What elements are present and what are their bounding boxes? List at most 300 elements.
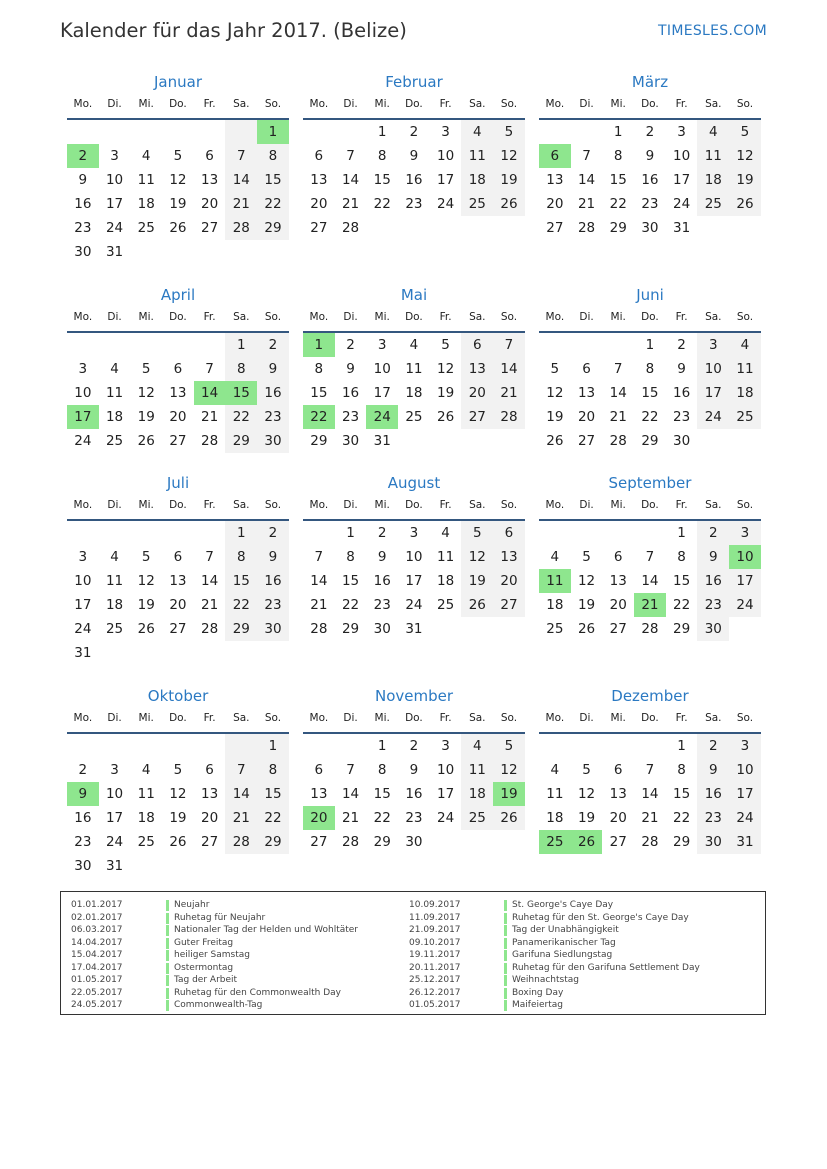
day-cell[interactable]: 29 [257, 830, 289, 854]
day-cell[interactable]: 2 [78, 762, 88, 778]
day-cell[interactable]: 11 [697, 144, 729, 168]
day-cell[interactable]: 3 [110, 148, 119, 164]
day-cell[interactable]: 5 [493, 734, 525, 758]
day-cell[interactable]: 5 [173, 762, 183, 778]
day-cell[interactable]: 4 [409, 337, 419, 353]
day-cell[interactable]: 22 [257, 806, 289, 830]
day-cell[interactable]: 13 [609, 573, 627, 589]
day-cell[interactable]: 5 [461, 521, 493, 545]
day-cell[interactable]: 4 [461, 734, 493, 758]
day-cell[interactable]: 14 [609, 385, 627, 401]
day-cell[interactable]: 13 [493, 545, 525, 569]
day-cell[interactable]: 16 [257, 569, 289, 593]
day-cell[interactable]: 18 [461, 168, 493, 192]
day-cell[interactable]: 22 [673, 810, 691, 826]
day-cell[interactable]: 6 [173, 361, 183, 377]
day-cell[interactable]: 23 [697, 806, 729, 830]
day-cell[interactable]: 4 [141, 762, 151, 778]
day-cell[interactable]: 6 [613, 549, 623, 565]
day-cell[interactable]: 27 [493, 593, 525, 617]
day-cell[interactable]: 24 [105, 834, 124, 850]
day-cell[interactable]: 26 [169, 834, 187, 850]
day-cell[interactable]: 29 [609, 220, 627, 236]
day-cell[interactable]: 27 [310, 834, 328, 850]
day-cell[interactable]: 2 [257, 521, 289, 545]
day-cell[interactable]: 17 [437, 786, 455, 802]
day-cell[interactable]: 25 [405, 409, 423, 425]
day-cell[interactable]: 19 [577, 597, 596, 613]
day-cell[interactable]: 20 [169, 409, 187, 425]
day-cell[interactable]: 1 [677, 738, 686, 754]
day-cell[interactable]: 30 [257, 617, 289, 641]
day-cell[interactable]: 6 [493, 521, 525, 545]
holiday-day-cell[interactable]: 25 [539, 830, 571, 854]
day-cell[interactable]: 13 [201, 786, 219, 802]
day-cell[interactable]: 1 [645, 337, 655, 353]
day-cell[interactable]: 17 [373, 385, 391, 401]
day-cell[interactable]: 25 [729, 405, 761, 429]
day-cell[interactable]: 27 [201, 220, 219, 236]
day-cell[interactable]: 25 [137, 834, 155, 850]
day-cell[interactable]: 12 [169, 786, 187, 802]
day-cell[interactable]: 24 [437, 196, 455, 212]
day-cell[interactable]: 27 [546, 220, 564, 236]
holiday-day-cell[interactable]: 1 [257, 120, 289, 144]
holiday-day-cell[interactable]: 19 [493, 782, 525, 806]
day-cell[interactable]: 14 [577, 172, 596, 188]
holiday-day-cell[interactable]: 20 [303, 806, 335, 830]
day-cell[interactable]: 19 [493, 168, 525, 192]
day-cell[interactable]: 27 [609, 834, 627, 850]
day-cell[interactable]: 5 [141, 549, 151, 565]
day-cell[interactable]: 26 [493, 192, 525, 216]
day-cell[interactable]: 26 [137, 621, 155, 637]
day-cell[interactable]: 30 [74, 858, 92, 874]
day-cell[interactable]: 10 [105, 786, 124, 802]
day-cell[interactable]: 15 [641, 385, 659, 401]
day-cell[interactable]: 23 [74, 834, 92, 850]
day-cell[interactable]: 10 [405, 549, 423, 565]
day-cell[interactable]: 27 [609, 621, 627, 637]
day-cell[interactable]: 29 [310, 433, 328, 449]
day-cell[interactable]: 25 [437, 597, 455, 613]
day-cell[interactable]: 1 [225, 521, 257, 545]
day-cell[interactable]: 9 [697, 758, 729, 782]
day-cell[interactable]: 15 [373, 786, 391, 802]
day-cell[interactable]: 20 [609, 810, 627, 826]
day-cell[interactable]: 16 [341, 385, 360, 401]
day-cell[interactable]: 25 [697, 192, 729, 216]
day-cell[interactable]: 24 [697, 405, 729, 429]
day-cell[interactable]: 16 [405, 172, 423, 188]
day-cell[interactable]: 5 [729, 120, 761, 144]
day-cell[interactable]: 19 [577, 810, 596, 826]
day-cell[interactable]: 12 [577, 573, 596, 589]
day-cell[interactable]: 9 [677, 361, 686, 377]
day-cell[interactable]: 23 [405, 810, 423, 826]
holiday-day-cell[interactable]: 6 [539, 144, 571, 168]
day-cell[interactable]: 24 [74, 433, 92, 449]
day-cell[interactable]: 30 [373, 621, 391, 637]
day-cell[interactable]: 22 [609, 196, 627, 212]
day-cell[interactable]: 3 [78, 361, 88, 377]
day-cell[interactable]: 18 [546, 597, 564, 613]
day-cell[interactable]: 23 [641, 196, 659, 212]
day-cell[interactable]: 4 [441, 525, 450, 541]
day-cell[interactable]: 6 [205, 762, 214, 778]
day-cell[interactable]: 12 [729, 144, 761, 168]
day-cell[interactable]: 2 [409, 738, 419, 754]
day-cell[interactable]: 22 [225, 405, 257, 429]
day-cell[interactable]: 23 [673, 409, 691, 425]
day-cell[interactable]: 7 [346, 762, 355, 778]
day-cell[interactable]: 6 [314, 148, 324, 164]
day-cell[interactable]: 1 [677, 525, 686, 541]
holiday-day-cell[interactable]: 1 [303, 333, 335, 357]
day-cell[interactable]: 31 [105, 244, 124, 260]
day-cell[interactable]: 11 [405, 361, 423, 377]
day-cell[interactable]: 5 [493, 120, 525, 144]
day-cell[interactable]: 20 [461, 381, 493, 405]
day-cell[interactable]: 28 [225, 830, 257, 854]
day-cell[interactable]: 7 [205, 361, 214, 377]
day-cell[interactable]: 5 [550, 361, 560, 377]
day-cell[interactable]: 24 [729, 593, 761, 617]
day-cell[interactable]: 29 [641, 433, 659, 449]
holiday-day-cell[interactable]: 10 [729, 545, 761, 569]
day-cell[interactable]: 28 [641, 834, 659, 850]
day-cell[interactable]: 13 [461, 357, 493, 381]
day-cell[interactable]: 27 [169, 621, 187, 637]
day-cell[interactable]: 9 [645, 148, 655, 164]
day-cell[interactable]: 30 [697, 617, 729, 641]
day-cell[interactable]: 14 [341, 786, 360, 802]
day-cell[interactable]: 14 [641, 573, 659, 589]
day-cell[interactable]: 28 [577, 220, 596, 236]
day-cell[interactable]: 7 [314, 549, 324, 565]
day-cell[interactable]: 9 [346, 361, 355, 377]
day-cell[interactable]: 24 [673, 196, 691, 212]
day-cell[interactable]: 22 [673, 597, 691, 613]
day-cell[interactable]: 28 [310, 621, 328, 637]
day-cell[interactable]: 4 [729, 333, 761, 357]
day-cell[interactable]: 19 [169, 810, 187, 826]
day-cell[interactable]: 31 [74, 645, 92, 661]
day-cell[interactable]: 30 [74, 244, 92, 260]
day-cell[interactable]: 30 [673, 433, 691, 449]
day-cell[interactable]: 3 [441, 738, 450, 754]
day-cell[interactable]: 21 [225, 192, 257, 216]
day-cell[interactable]: 7 [582, 148, 591, 164]
day-cell[interactable]: 24 [405, 597, 423, 613]
day-cell[interactable]: 6 [173, 549, 183, 565]
day-cell[interactable]: 14 [341, 172, 360, 188]
day-cell[interactable]: 28 [609, 433, 627, 449]
day-cell[interactable]: 12 [137, 573, 155, 589]
day-cell[interactable]: 14 [225, 168, 257, 192]
day-cell[interactable]: 15 [673, 573, 691, 589]
day-cell[interactable]: 4 [550, 762, 560, 778]
day-cell[interactable]: 10 [74, 573, 92, 589]
day-cell[interactable]: 13 [169, 385, 187, 401]
day-cell[interactable]: 18 [105, 409, 124, 425]
day-cell[interactable]: 26 [493, 806, 525, 830]
day-cell[interactable]: 8 [314, 361, 324, 377]
day-cell[interactable]: 3 [377, 337, 387, 353]
day-cell[interactable]: 19 [137, 597, 155, 613]
day-cell[interactable]: 3 [110, 762, 119, 778]
day-cell[interactable]: 31 [405, 621, 423, 637]
day-cell[interactable]: 13 [201, 172, 219, 188]
day-cell[interactable]: 15 [609, 172, 627, 188]
day-cell[interactable]: 14 [225, 782, 257, 806]
day-cell[interactable]: 21 [641, 810, 659, 826]
day-cell[interactable]: 27 [201, 834, 219, 850]
holiday-day-cell[interactable]: 2 [67, 144, 99, 168]
day-cell[interactable]: 12 [577, 786, 596, 802]
day-cell[interactable]: 21 [310, 597, 328, 613]
day-cell[interactable]: 7 [613, 361, 623, 377]
holiday-day-cell[interactable]: 14 [194, 381, 226, 405]
day-cell[interactable]: 13 [609, 786, 627, 802]
day-cell[interactable]: 17 [697, 381, 729, 405]
day-cell[interactable]: 27 [461, 405, 493, 429]
day-cell[interactable]: 15 [373, 172, 391, 188]
day-cell[interactable]: 30 [697, 830, 729, 854]
day-cell[interactable]: 2 [697, 734, 729, 758]
day-cell[interactable]: 17 [405, 573, 423, 589]
day-cell[interactable]: 3 [441, 124, 450, 140]
day-cell[interactable]: 1 [346, 525, 355, 541]
day-cell[interactable]: 11 [137, 786, 155, 802]
day-cell[interactable]: 20 [201, 196, 219, 212]
day-cell[interactable]: 4 [550, 549, 560, 565]
day-cell[interactable]: 25 [137, 220, 155, 236]
day-cell[interactable]: 12 [493, 144, 525, 168]
day-cell[interactable]: 24 [729, 806, 761, 830]
day-cell[interactable]: 23 [257, 405, 289, 429]
day-cell[interactable]: 13 [577, 385, 596, 401]
day-cell[interactable]: 30 [405, 834, 423, 850]
day-cell[interactable]: 1 [613, 124, 623, 140]
day-cell[interactable]: 2 [257, 333, 289, 357]
day-cell[interactable]: 2 [409, 124, 419, 140]
day-cell[interactable]: 7 [645, 549, 655, 565]
day-cell[interactable]: 9 [78, 172, 88, 188]
day-cell[interactable]: 22 [225, 593, 257, 617]
day-cell[interactable]: 8 [225, 357, 257, 381]
day-cell[interactable]: 5 [582, 549, 591, 565]
day-cell[interactable]: 23 [697, 593, 729, 617]
day-cell[interactable]: 3 [729, 521, 761, 545]
day-cell[interactable]: 17 [105, 196, 124, 212]
day-cell[interactable]: 22 [373, 810, 391, 826]
day-cell[interactable]: 26 [729, 192, 761, 216]
day-cell[interactable]: 24 [437, 810, 455, 826]
day-cell[interactable]: 26 [577, 621, 596, 637]
day-cell[interactable]: 23 [405, 196, 423, 212]
day-cell[interactable]: 13 [169, 573, 187, 589]
day-cell[interactable]: 29 [673, 834, 691, 850]
day-cell[interactable]: 15 [673, 786, 691, 802]
day-cell[interactable]: 8 [257, 758, 289, 782]
day-cell[interactable]: 11 [105, 573, 124, 589]
day-cell[interactable]: 19 [169, 196, 187, 212]
day-cell[interactable]: 6 [461, 333, 493, 357]
day-cell[interactable]: 28 [201, 621, 219, 637]
day-cell[interactable]: 28 [341, 834, 360, 850]
holiday-day-cell[interactable]: 24 [366, 405, 398, 429]
day-cell[interactable]: 1 [377, 738, 387, 754]
day-cell[interactable]: 25 [546, 621, 564, 637]
day-cell[interactable]: 20 [169, 597, 187, 613]
day-cell[interactable]: 6 [613, 762, 623, 778]
day-cell[interactable]: 30 [341, 433, 360, 449]
day-cell[interactable]: 24 [105, 220, 124, 236]
day-cell[interactable]: 19 [437, 385, 455, 401]
day-cell[interactable]: 16 [697, 782, 729, 806]
day-cell[interactable]: 10 [437, 762, 455, 778]
day-cell[interactable]: 11 [461, 758, 493, 782]
day-cell[interactable]: 13 [310, 786, 328, 802]
day-cell[interactable]: 16 [673, 385, 691, 401]
day-cell[interactable]: 31 [105, 858, 124, 874]
day-cell[interactable]: 9 [257, 357, 289, 381]
day-cell[interactable]: 23 [257, 593, 289, 617]
day-cell[interactable]: 27 [577, 433, 596, 449]
day-cell[interactable]: 8 [257, 144, 289, 168]
day-cell[interactable]: 31 [373, 433, 391, 449]
day-cell[interactable]: 22 [641, 409, 659, 425]
day-cell[interactable]: 21 [609, 409, 627, 425]
day-cell[interactable]: 23 [74, 220, 92, 236]
day-cell[interactable]: 8 [613, 148, 623, 164]
day-cell[interactable]: 4 [141, 148, 151, 164]
day-cell[interactable]: 10 [673, 148, 691, 164]
holiday-day-cell[interactable]: 17 [67, 405, 99, 429]
day-cell[interactable]: 18 [437, 573, 455, 589]
day-cell[interactable]: 5 [441, 337, 450, 353]
day-cell[interactable]: 22 [341, 597, 360, 613]
day-cell[interactable]: 20 [201, 810, 219, 826]
day-cell[interactable]: 29 [225, 617, 257, 641]
day-cell[interactable]: 31 [729, 830, 761, 854]
day-cell[interactable]: 23 [341, 409, 360, 425]
day-cell[interactable]: 8 [377, 148, 387, 164]
day-cell[interactable]: 20 [310, 196, 328, 212]
day-cell[interactable]: 23 [373, 597, 391, 613]
day-cell[interactable]: 21 [201, 597, 219, 613]
day-cell[interactable]: 15 [257, 782, 289, 806]
day-cell[interactable]: 16 [74, 810, 92, 826]
day-cell[interactable]: 21 [577, 196, 596, 212]
day-cell[interactable]: 11 [461, 144, 493, 168]
day-cell[interactable]: 18 [729, 381, 761, 405]
day-cell[interactable]: 26 [169, 220, 187, 236]
day-cell[interactable]: 4 [110, 361, 119, 377]
day-cell[interactable]: 25 [461, 192, 493, 216]
day-cell[interactable]: 24 [74, 621, 92, 637]
day-cell[interactable]: 1 [257, 734, 289, 758]
day-cell[interactable]: 5 [582, 762, 591, 778]
day-cell[interactable]: 30 [641, 220, 659, 236]
day-cell[interactable]: 15 [257, 168, 289, 192]
day-cell[interactable]: 13 [310, 172, 328, 188]
day-cell[interactable]: 28 [341, 220, 360, 236]
holiday-day-cell[interactable]: 21 [634, 593, 666, 617]
holiday-day-cell[interactable]: 15 [225, 381, 257, 405]
day-cell[interactable]: 1 [225, 333, 257, 357]
day-cell[interactable]: 10 [74, 385, 92, 401]
day-cell[interactable]: 8 [377, 762, 387, 778]
day-cell[interactable]: 27 [310, 220, 328, 236]
day-cell[interactable]: 29 [225, 429, 257, 453]
day-cell[interactable]: 7 [225, 758, 257, 782]
day-cell[interactable]: 29 [257, 216, 289, 240]
day-cell[interactable]: 18 [105, 597, 124, 613]
day-cell[interactable]: 3 [409, 525, 419, 541]
day-cell[interactable]: 29 [341, 621, 360, 637]
day-cell[interactable]: 8 [645, 361, 655, 377]
day-cell[interactable]: 1 [377, 124, 387, 140]
day-cell[interactable]: 25 [105, 433, 124, 449]
day-cell[interactable]: 9 [257, 545, 289, 569]
day-cell[interactable]: 12 [546, 385, 564, 401]
day-cell[interactable]: 13 [546, 172, 564, 188]
day-cell[interactable]: 8 [677, 762, 686, 778]
day-cell[interactable]: 2 [377, 525, 387, 541]
holiday-day-cell[interactable]: 22 [303, 405, 335, 429]
day-cell[interactable]: 11 [546, 786, 564, 802]
day-cell[interactable]: 15 [225, 569, 257, 593]
day-cell[interactable]: 21 [341, 810, 360, 826]
day-cell[interactable]: 25 [461, 806, 493, 830]
day-cell[interactable]: 20 [577, 409, 596, 425]
day-cell[interactable]: 18 [546, 810, 564, 826]
day-cell[interactable]: 4 [697, 120, 729, 144]
day-cell[interactable]: 19 [137, 409, 155, 425]
day-cell[interactable]: 16 [74, 196, 92, 212]
holiday-day-cell[interactable]: 11 [539, 569, 571, 593]
day-cell[interactable]: 10 [437, 148, 455, 164]
day-cell[interactable]: 21 [341, 196, 360, 212]
day-cell[interactable]: 22 [257, 192, 289, 216]
day-cell[interactable]: 4 [461, 120, 493, 144]
day-cell[interactable]: 28 [225, 216, 257, 240]
day-cell[interactable]: 6 [314, 762, 324, 778]
day-cell[interactable]: 18 [137, 196, 155, 212]
day-cell[interactable]: 6 [582, 361, 591, 377]
day-cell[interactable]: 28 [641, 621, 659, 637]
day-cell[interactable]: 7 [205, 549, 214, 565]
day-cell[interactable]: 14 [641, 786, 659, 802]
day-cell[interactable]: 4 [110, 549, 119, 565]
day-cell[interactable]: 26 [461, 593, 493, 617]
day-cell[interactable]: 12 [169, 172, 187, 188]
day-cell[interactable]: 12 [137, 385, 155, 401]
day-cell[interactable]: 29 [673, 621, 691, 637]
day-cell[interactable]: 15 [310, 385, 328, 401]
day-cell[interactable]: 19 [729, 168, 761, 192]
day-cell[interactable]: 10 [729, 758, 761, 782]
day-cell[interactable]: 10 [373, 361, 391, 377]
day-cell[interactable]: 28 [201, 433, 219, 449]
day-cell[interactable]: 21 [201, 409, 219, 425]
day-cell[interactable]: 6 [205, 148, 214, 164]
day-cell[interactable]: 3 [729, 734, 761, 758]
day-cell[interactable]: 19 [546, 409, 564, 425]
day-cell[interactable]: 3 [697, 333, 729, 357]
